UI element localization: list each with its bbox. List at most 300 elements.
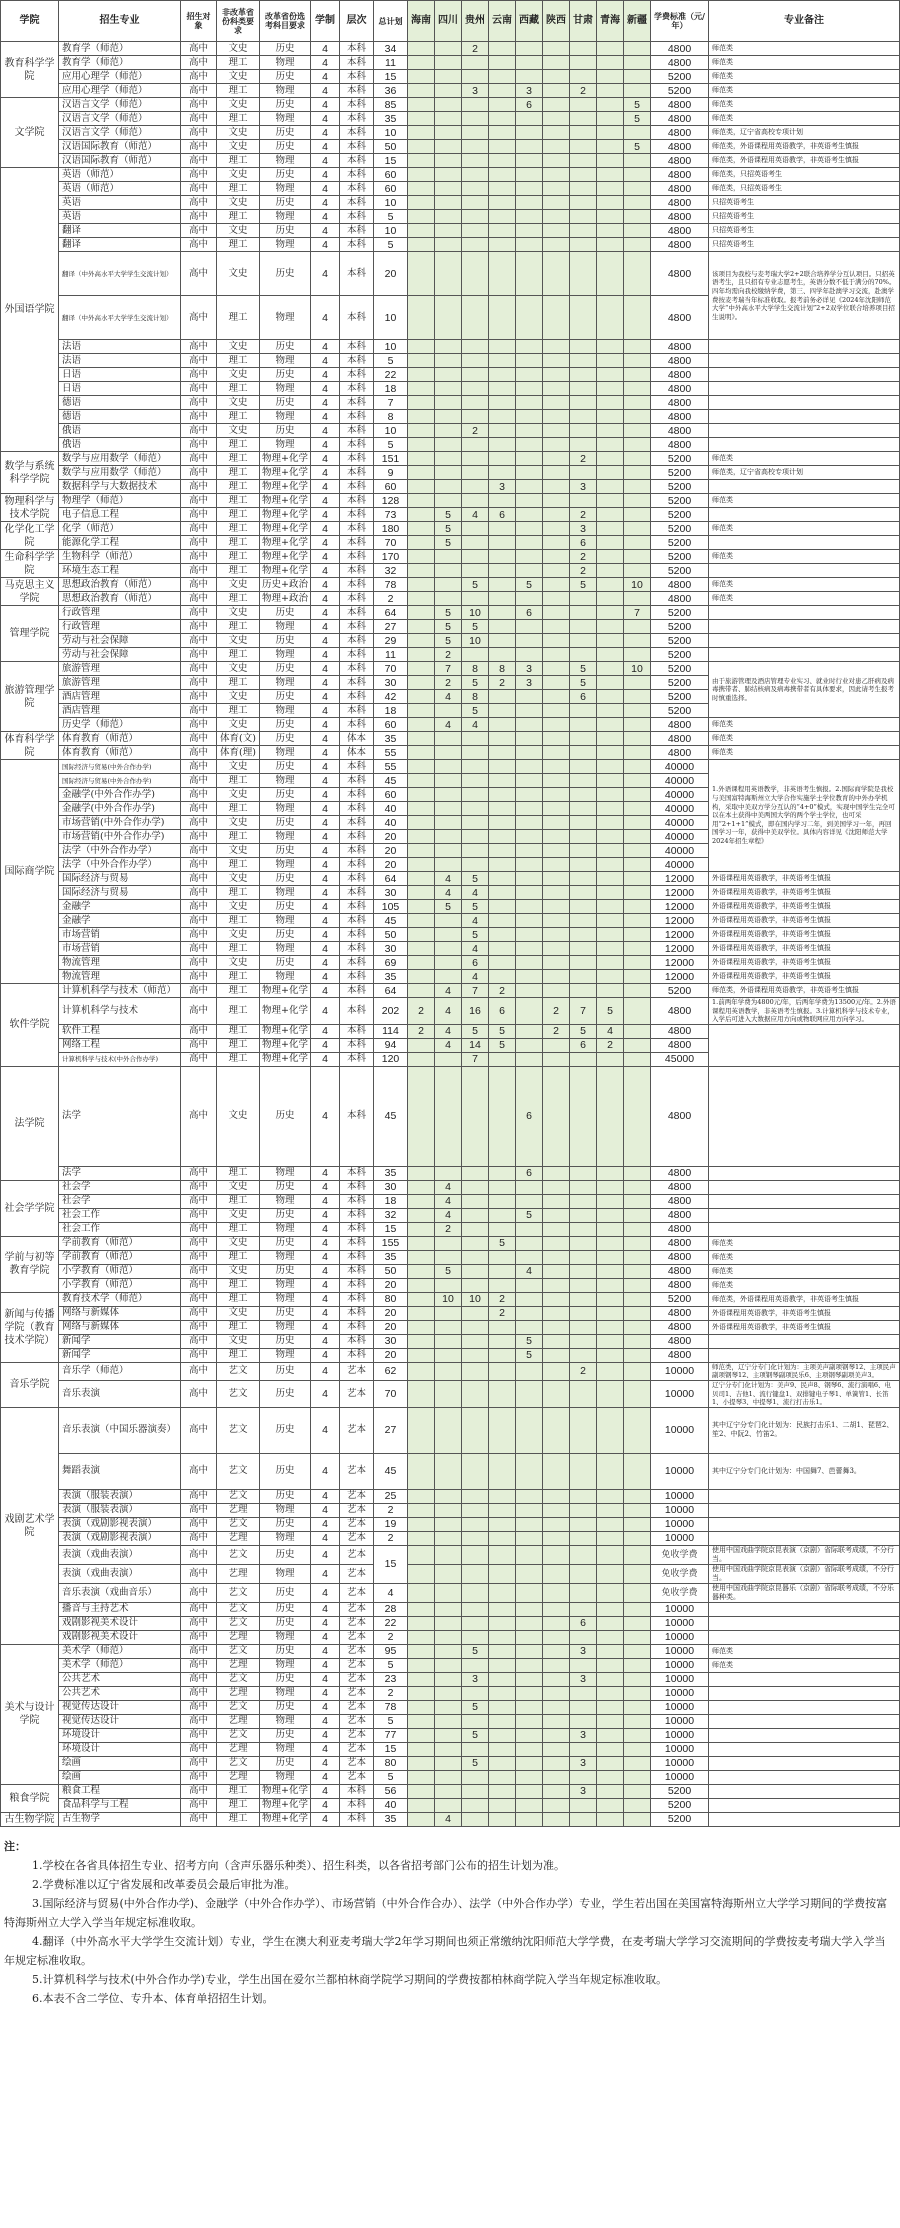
total-quota: 15 [374,1545,408,1583]
degree-level: 艺本 [340,1616,374,1630]
major-remark: 使用中国戏曲学院京昆表演（京剧）省际联考成绩，不分行当。 [709,1564,900,1583]
province-quota [516,928,543,942]
province-quota [516,1714,543,1728]
province-quota [624,1166,651,1180]
degree-level: 本科 [340,1250,374,1264]
degree-level: 艺本 [340,1531,374,1545]
province-quota [408,466,435,480]
province-quota [570,354,597,368]
province-quota [543,522,570,536]
tuition-fee: 10000 [651,1616,709,1630]
province-quota [624,1264,651,1278]
province-quota [516,410,543,424]
major-remark [709,1714,900,1728]
province-quota [489,620,516,634]
subject-category: 理工 [217,296,260,340]
major-remark: 师范类 [709,70,900,84]
enroll-target: 高中 [181,296,217,340]
total-quota: 80 [374,1292,408,1306]
province-quota [408,1602,435,1616]
province-quota [462,1812,489,1826]
province-quota [516,648,543,662]
major-remark [709,1798,900,1812]
program-years: 4 [311,522,340,536]
degree-level: 本科 [340,168,374,182]
province-quota [624,858,651,872]
province-quota [489,438,516,452]
province-quota [408,1742,435,1756]
tuition-fee: 4800 [651,296,709,340]
province-quota: 4 [435,1194,462,1208]
enroll-target: 高中 [181,606,217,620]
province-quota [570,970,597,984]
program-years: 4 [311,690,340,704]
enroll-target: 高中 [181,998,217,1025]
province-quota [516,154,543,168]
enroll-target: 高中 [181,1545,217,1564]
enroll-target: 高中 [181,704,217,718]
province-quota [435,382,462,396]
province-quota: 10 [435,1292,462,1306]
province-quota [435,466,462,480]
subject-category: 理工 [217,56,260,70]
total-quota: 60 [374,480,408,494]
program-years: 4 [311,970,340,984]
enroll-target: 高中 [181,1348,217,1362]
province-quota [489,1700,516,1714]
total-quota: 50 [374,1264,408,1278]
tuition-fee: 免收学费 [651,1564,709,1583]
province-quota [570,886,597,900]
province-quota [597,1380,624,1407]
province-quota: 4 [462,886,489,900]
elective-requirement: 历史 [260,1264,311,1278]
province-quota [624,914,651,928]
province-quota [516,830,543,844]
major-name: 表演（服装表演） [59,1503,181,1517]
province-quota [408,830,435,844]
table-row [1,1784,900,1798]
province-quota [462,382,489,396]
elective-requirement: 历史 [260,1180,311,1194]
province-quota [408,1348,435,1362]
province-quota [489,42,516,56]
province-quota [489,1630,516,1644]
province-quota [489,606,516,620]
major-remark: 外语课程用英语教学，非英语考生慎报 [709,900,900,914]
province-quota [543,1348,570,1362]
degree-level: 本科 [340,998,374,1025]
province-quota [516,774,543,788]
province-quota [435,354,462,368]
province-quota [543,704,570,718]
province-quota [543,886,570,900]
table-row [1,564,900,578]
college-name: 古生物学院 [1,1812,59,1826]
province-quota [408,676,435,690]
elective-requirement: 物理 [260,210,311,224]
province-quota [408,1686,435,1700]
province-quota [597,578,624,592]
province-quota: 5 [462,1756,489,1770]
province-quota [543,466,570,480]
elective-requirement: 历史 [260,1644,311,1658]
degree-level: 本科 [340,648,374,662]
major-name: 数学与应用数学（师范） [59,466,181,480]
degree-level: 艺本 [340,1756,374,1770]
elective-requirement: 物理+化学 [260,522,311,536]
subject-category: 理工 [217,1250,260,1264]
elective-requirement: 物理 [260,182,311,196]
tuition-fee: 4800 [651,354,709,368]
header-province: 青海 [597,1,624,42]
province-quota [435,788,462,802]
major-remark [709,1222,900,1236]
province-quota [516,438,543,452]
province-quota [597,1320,624,1334]
province-quota [597,1714,624,1728]
province-quota [516,238,543,252]
province-quota [597,140,624,154]
program-years: 4 [311,252,340,296]
province-quota [570,1180,597,1194]
enroll-target: 高中 [181,1770,217,1784]
province-quota: 4 [435,872,462,886]
province-quota [570,1630,597,1644]
total-quota: 78 [374,578,408,592]
major-name: 汉语言文学（师范） [59,98,181,112]
province-quota [543,1236,570,1250]
province-quota: 5 [597,998,624,1025]
province-quota: 4 [462,942,489,956]
tuition-fee: 5200 [651,690,709,704]
province-quota: 10 [462,606,489,620]
total-quota: 30 [374,1334,408,1348]
province-quota [570,1503,597,1517]
province-quota: 4 [516,1264,543,1278]
enroll-target: 高中 [181,1503,217,1517]
tuition-fee: 10000 [651,1630,709,1644]
major-name: 旅游管理 [59,662,181,676]
province-quota [408,606,435,620]
province-quota [435,452,462,466]
province-quota [570,1686,597,1700]
province-quota [462,1306,489,1320]
enroll-target: 高中 [181,154,217,168]
province-quota [597,168,624,182]
province-quota [543,928,570,942]
major-name: 物流管理 [59,956,181,970]
total-quota: 45 [374,914,408,928]
province-quota [597,844,624,858]
province-quota [543,438,570,452]
degree-level: 艺本 [340,1630,374,1644]
tuition-fee: 4800 [651,1264,709,1278]
province-quota: 5 [435,606,462,620]
province-quota [408,1531,435,1545]
enroll-target: 高中 [181,70,217,84]
header-fee: 学费标准（元/年） [651,1,709,42]
province-quota [489,914,516,928]
province-quota [624,466,651,480]
province-quota [543,1564,570,1583]
tuition-fee: 4800 [651,1348,709,1362]
tuition-fee: 4800 [651,718,709,732]
note-item: 5.计算机科学与技术(中外合作办学)专业，学生出国在爱尔兰都柏林商学院学习期间的学费按都柏林商学院入学当年规定标准收取。 [32,1972,668,1986]
elective-requirement: 物理+化学 [260,480,311,494]
subject-category: 理工 [217,1194,260,1208]
major-name: 市场营销 [59,928,181,942]
header-province: 云南 [489,1,516,42]
tuition-fee: 45000 [651,1052,709,1066]
province-quota [543,452,570,466]
province-quota [624,802,651,816]
province-quota [624,1208,651,1222]
total-quota: 50 [374,928,408,942]
province-quota [462,1380,489,1407]
province-quota [489,210,516,224]
province-quota: 2 [570,452,597,466]
province-quota [624,536,651,550]
province-quota [597,1770,624,1784]
province-quota [462,1236,489,1250]
tuition-fee: 5200 [651,480,709,494]
total-quota: 20 [374,1278,408,1292]
total-quota: 20 [374,252,408,296]
degree-level: 艺本 [340,1728,374,1742]
province-quota [462,140,489,154]
table-row [1,466,900,480]
major-remark [709,396,900,410]
province-quota [462,452,489,466]
province-quota [597,704,624,718]
province-quota [570,732,597,746]
province-quota [597,480,624,494]
province-quota [624,1686,651,1700]
province-quota [570,1278,597,1292]
table-row [1,210,900,224]
province-quota [597,1066,624,1166]
subject-category: 艺文 [217,1583,260,1602]
province-quota [435,238,462,252]
province-quota [462,1453,489,1489]
province-quota [462,550,489,564]
elective-requirement: 物理 [260,154,311,168]
table-row [1,1166,900,1180]
province-quota: 3 [462,1672,489,1686]
total-quota: 151 [374,452,408,466]
degree-level: 本科 [340,452,374,466]
province-quota [570,98,597,112]
province-quota [597,774,624,788]
degree-level: 本科 [340,368,374,382]
tuition-fee: 5200 [651,1812,709,1826]
major-remark [709,536,900,550]
tuition-fee: 12000 [651,914,709,928]
total-quota: 40 [374,816,408,830]
province-quota [624,1756,651,1770]
enroll-target: 高中 [181,126,217,140]
program-years: 4 [311,718,340,732]
province-quota [489,1407,516,1453]
tuition-fee: 5200 [651,550,709,564]
degree-level: 艺本 [340,1658,374,1672]
province-quota [408,662,435,676]
elective-requirement: 物理 [260,704,311,718]
province-quota [489,564,516,578]
province-quota [462,354,489,368]
province-quota [435,424,462,438]
subject-category: 艺理 [217,1564,260,1583]
major-name: 翻译 [59,238,181,252]
degree-level: 本科 [340,1784,374,1798]
province-quota [489,872,516,886]
province-quota [489,1798,516,1812]
province-quota [543,1686,570,1700]
table-row [1,1798,900,1812]
enroll-target: 高中 [181,1180,217,1194]
tuition-fee: 10000 [651,1380,709,1407]
table-row [1,424,900,438]
degree-level: 本科 [340,802,374,816]
province-quota: 2 [597,1038,624,1052]
province-quota: 6 [570,690,597,704]
province-quota [624,872,651,886]
province-quota [516,1812,543,1826]
province-quota [624,1503,651,1517]
elective-requirement: 物理+化学 [260,452,311,466]
program-years: 4 [311,704,340,718]
province-quota [570,1407,597,1453]
province-quota [435,928,462,942]
subject-category: 艺理 [217,1658,260,1672]
tuition-fee: 5200 [651,84,709,98]
province-quota: 5 [489,1038,516,1052]
table-row [1,592,900,606]
major-remark [709,1672,900,1686]
table-row [1,1292,900,1306]
province-quota [462,1630,489,1644]
program-years: 4 [311,224,340,238]
province-quota [462,1334,489,1348]
program-years: 4 [311,914,340,928]
total-quota: 55 [374,760,408,774]
province-quota [570,196,597,210]
province-quota [408,340,435,354]
province-quota [597,858,624,872]
province-quota [543,564,570,578]
subject-category: 理工 [217,1038,260,1052]
province-quota [543,676,570,690]
subject-category: 艺理 [217,1770,260,1784]
province-quota [624,452,651,466]
header-province: 贵州 [462,1,489,42]
table-row [1,606,900,620]
province-quota: 4 [435,1024,462,1038]
program-years: 4 [311,1700,340,1714]
province-quota [597,210,624,224]
major-name: 社会学 [59,1180,181,1194]
major-remark: 师范类 [709,98,900,112]
degree-level: 艺本 [340,1564,374,1583]
elective-requirement: 物理 [260,676,311,690]
major-remark [709,1503,900,1517]
tuition-fee: 10000 [651,1714,709,1728]
table-row [1,84,900,98]
province-quota: 2 [489,984,516,998]
program-years: 4 [311,196,340,210]
province-quota [597,1583,624,1602]
major-name: 表演（戏剧影视表演） [59,1531,181,1545]
province-quota [489,732,516,746]
province-quota [489,340,516,354]
province-quota [516,480,543,494]
major-remark [709,382,900,396]
table-row [1,494,900,508]
total-quota: 70 [374,662,408,676]
province-quota [597,1278,624,1292]
province-quota [408,536,435,550]
province-quota [543,1531,570,1545]
major-remark: 师范类 [709,452,900,466]
major-name: 应用心理学（师范） [59,70,181,84]
enroll-target: 高中 [181,620,217,634]
subject-category: 艺文 [217,1672,260,1686]
enroll-target: 高中 [181,354,217,368]
province-quota [435,1503,462,1517]
province-quota [543,1503,570,1517]
province-quota [435,970,462,984]
elective-requirement: 物理 [260,112,311,126]
province-quota [462,238,489,252]
table-row [1,648,900,662]
province-quota [624,1236,651,1250]
subject-category: 理工 [217,438,260,452]
elective-requirement: 历史 [260,1453,311,1489]
province-quota [435,112,462,126]
major-name: 环境设计 [59,1728,181,1742]
province-quota [597,928,624,942]
province-quota [408,802,435,816]
province-quota: 4 [435,1038,462,1052]
subject-category: 文史 [217,956,260,970]
degree-level: 艺本 [340,1644,374,1658]
table-row [1,1503,900,1517]
enroll-target: 高中 [181,210,217,224]
note-item: 2.学费标准以辽宁省发展和改革委员会最后审批为准。 [32,1877,296,1891]
province-quota [462,252,489,296]
note-item: 3.国际经济与贸易(中外合作办学)、金融学（中外合作办学）、市场营销（中外合作合办）、法学（中外合作办学）专业，学生若出国在美国富特海斯州立大学学习期间的学费按富特海斯州立大学入学当年规定标准收取。 [4,1896,888,1929]
degree-level: 艺本 [340,1714,374,1728]
subject-category: 艺理 [217,1714,260,1728]
province-quota [516,1784,543,1798]
province-quota [543,396,570,410]
province-quota [462,196,489,210]
province-quota [489,1489,516,1503]
province-quota [516,1489,543,1503]
province-quota [597,942,624,956]
province-quota [408,844,435,858]
subject-category: 文史 [217,1264,260,1278]
province-quota [570,154,597,168]
subject-category: 艺文 [217,1453,260,1489]
tuition-fee: 4800 [651,1166,709,1180]
degree-level: 本科 [340,354,374,368]
province-quota [624,732,651,746]
degree-level: 本科 [340,1348,374,1362]
elective-requirement: 历史 [260,252,311,296]
province-quota [597,1672,624,1686]
